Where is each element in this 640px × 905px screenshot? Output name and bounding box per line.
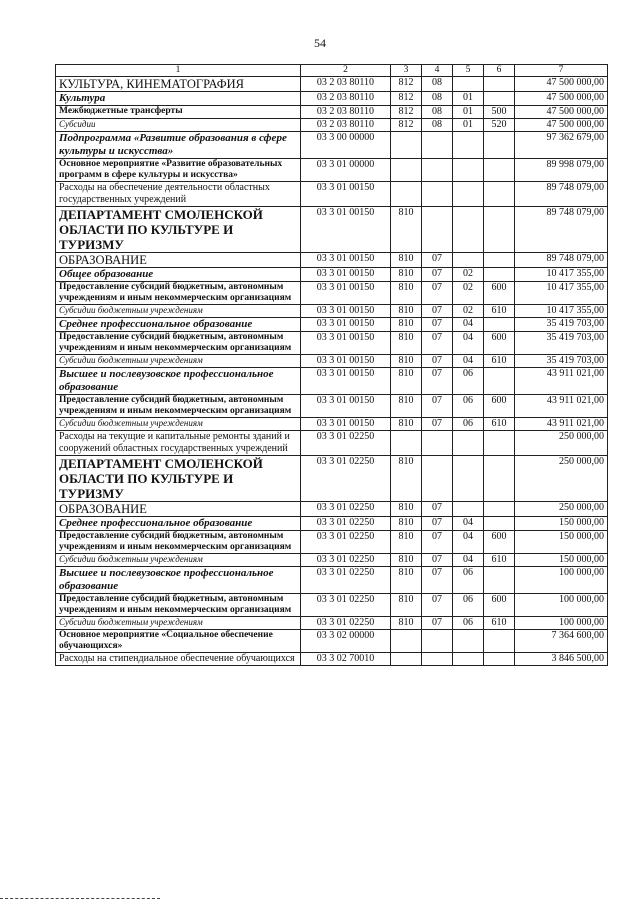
cell-name: Среднее профессиональное образование	[56, 517, 301, 531]
cell-name: Основное мероприятие «Социальное обеспечение обучающихся»	[56, 630, 301, 653]
cell-grbs: 810	[391, 418, 422, 431]
cell-pr: 06	[453, 567, 484, 594]
cell-rz: 07	[422, 502, 453, 517]
table-row	[56, 594, 608, 617]
table-row	[56, 395, 608, 418]
cell-grbs: 810	[391, 617, 422, 630]
cell-sum: 89 748 079,00	[515, 207, 608, 253]
cell-code: 03 2 03 80110	[301, 92, 391, 106]
header-cell: 4	[422, 65, 453, 77]
cell-sum: 89 748 079,00	[515, 253, 608, 268]
cell-grbs: 810	[391, 517, 422, 531]
cell-vr	[484, 630, 515, 653]
table-row	[56, 182, 608, 207]
cell-code: 03 3 02 00000	[301, 630, 391, 653]
cell-grbs: 810	[391, 207, 422, 253]
cell-vr	[484, 92, 515, 106]
table-row	[56, 418, 608, 431]
cell-code: 03 2 03 80110	[301, 119, 391, 132]
cell-vr	[484, 207, 515, 253]
cell-grbs: 810	[391, 594, 422, 617]
cell-name: Расходы на стипендиальное обеспечение обучающихся	[56, 653, 301, 666]
cell-code: 03 3 01 00150	[301, 332, 391, 355]
cell-vr: 610	[484, 554, 515, 567]
cell-rz	[422, 132, 453, 159]
cell-vr	[484, 502, 515, 517]
cell-rz: 07	[422, 368, 453, 395]
table-row	[56, 132, 608, 159]
table-row	[56, 268, 608, 282]
cell-grbs: 812	[391, 92, 422, 106]
cell-vr: 610	[484, 617, 515, 630]
cell-name: Субсидии бюджетным учреждениям	[56, 554, 301, 567]
cell-pr: 06	[453, 594, 484, 617]
table-row	[56, 554, 608, 567]
cell-name: Предоставление субсидий бюджетным, автономным учреждениям и иным некоммерческим организациям	[56, 282, 301, 305]
cell-vr: 600	[484, 594, 515, 617]
cell-pr: 01	[453, 106, 484, 119]
cell-sum: 150 000,00	[515, 554, 608, 567]
header-cell: 3	[391, 65, 422, 77]
table-row	[56, 355, 608, 368]
cell-sum: 100 000,00	[515, 594, 608, 617]
cell-code: 03 3 01 02250	[301, 594, 391, 617]
cell-code: 03 3 01 00150	[301, 305, 391, 318]
cell-rz: 07	[422, 355, 453, 368]
cell-code: 03 3 01 02250	[301, 456, 391, 502]
cell-name: ДЕПАРТАМЕНТ СМОЛЕНСКОЙ ОБЛАСТИ ПО КУЛЬТУРЕ И ТУРИЗМУ	[56, 456, 301, 502]
cell-sum: 150 000,00	[515, 517, 608, 531]
cell-pr	[453, 502, 484, 517]
cell-grbs: 810	[391, 282, 422, 305]
cell-vr	[484, 456, 515, 502]
cell-name: Субсидии бюджетным учреждениям	[56, 418, 301, 431]
cell-rz: 07	[422, 554, 453, 567]
cell-vr	[484, 517, 515, 531]
cell-pr: 04	[453, 517, 484, 531]
cell-grbs: 810	[391, 305, 422, 318]
cell-sum: 47 500 000,00	[515, 106, 608, 119]
cell-pr	[453, 431, 484, 456]
cell-vr	[484, 159, 515, 182]
table-row	[56, 567, 608, 594]
cell-vr	[484, 567, 515, 594]
cell-vr	[484, 431, 515, 456]
header-cell: 6	[484, 65, 515, 77]
cell-name: Предоставление субсидий бюджетным, автономным учреждениям и иным некоммерческим организациям	[56, 531, 301, 554]
cell-name: Культура	[56, 92, 301, 106]
table-row	[56, 456, 608, 502]
cell-vr: 500	[484, 106, 515, 119]
cell-pr: 04	[453, 554, 484, 567]
cell-name: Субсидии	[56, 119, 301, 132]
cell-pr: 02	[453, 305, 484, 318]
cell-code: 03 3 01 00150	[301, 318, 391, 332]
cell-grbs	[391, 182, 422, 207]
cell-grbs: 810	[391, 368, 422, 395]
table-row	[56, 106, 608, 119]
cell-sum: 97 362 679,00	[515, 132, 608, 159]
cell-name: Высшее и послевузовское профессиональное образование	[56, 368, 301, 395]
cell-rz: 07	[422, 305, 453, 318]
cell-sum: 43 911 021,00	[515, 395, 608, 418]
cell-sum: 7 364 600,00	[515, 630, 608, 653]
cell-grbs: 810	[391, 502, 422, 517]
cell-name: Субсидии бюджетным учреждениям	[56, 305, 301, 318]
cell-vr	[484, 77, 515, 92]
cell-vr	[484, 182, 515, 207]
cell-rz: 07	[422, 418, 453, 431]
cell-pr: 04	[453, 531, 484, 554]
cell-grbs: 812	[391, 119, 422, 132]
table-row	[56, 207, 608, 253]
cell-sum: 35 419 703,00	[515, 318, 608, 332]
cell-sum: 250 000,00	[515, 456, 608, 502]
cell-vr	[484, 132, 515, 159]
cell-rz	[422, 630, 453, 653]
cell-name: Расходы на обеспечение деятельности областных государственных учреждений	[56, 182, 301, 207]
cell-grbs: 810	[391, 554, 422, 567]
cell-name: Субсидии бюджетным учреждениям	[56, 355, 301, 368]
table-row	[56, 531, 608, 554]
cell-rz	[422, 207, 453, 253]
cell-name: Предоставление субсидий бюджетным, автономным учреждениям и иным некоммерческим организациям	[56, 332, 301, 355]
table-row	[56, 502, 608, 517]
cell-rz: 07	[422, 567, 453, 594]
header-cell: 7	[515, 65, 608, 77]
cell-name: Высшее и послевузовское профессиональное образование	[56, 567, 301, 594]
cell-code: 03 3 01 00150	[301, 207, 391, 253]
table-row	[56, 517, 608, 531]
cell-vr: 520	[484, 119, 515, 132]
cell-code: 03 3 01 02250	[301, 517, 391, 531]
cell-name: ДЕПАРТАМЕНТ СМОЛЕНСКОЙ ОБЛАСТИ ПО КУЛЬТУРЕ И ТУРИЗМУ	[56, 207, 301, 253]
cell-code: 03 3 01 00150	[301, 418, 391, 431]
cell-sum: 35 419 703,00	[515, 332, 608, 355]
cell-code: 03 3 01 00150	[301, 268, 391, 282]
cell-rz	[422, 431, 453, 456]
cell-code: 03 3 01 02250	[301, 531, 391, 554]
cell-grbs: 812	[391, 77, 422, 92]
cell-pr	[453, 182, 484, 207]
cell-name: Подпрограмма «Развитие образования в сфере культуры и искусства»	[56, 132, 301, 159]
cell-sum: 35 419 703,00	[515, 355, 608, 368]
cell-pr: 01	[453, 92, 484, 106]
header-cell: 5	[453, 65, 484, 77]
cell-name: Субсидии бюджетным учреждениям	[56, 617, 301, 630]
cell-code: 03 3 01 02250	[301, 502, 391, 517]
cell-pr: 06	[453, 617, 484, 630]
cell-code: 03 3 01 00150	[301, 282, 391, 305]
cell-name: ОБРАЗОВАНИЕ	[56, 502, 301, 517]
cell-code: 03 2 03 80110	[301, 77, 391, 92]
table-row	[56, 92, 608, 106]
table-row	[56, 368, 608, 395]
cell-code: 03 3 02 70010	[301, 653, 391, 666]
page-number: 54	[314, 36, 326, 50]
cell-name: Предоставление субсидий бюджетным, автономным учреждениям и иным некоммерческим организациям	[56, 395, 301, 418]
cell-pr: 06	[453, 395, 484, 418]
cell-vr: 600	[484, 395, 515, 418]
cell-rz	[422, 653, 453, 666]
table-row	[56, 332, 608, 355]
cell-rz: 07	[422, 268, 453, 282]
cell-pr: 02	[453, 282, 484, 305]
table-row	[56, 630, 608, 653]
cell-rz: 08	[422, 106, 453, 119]
header-cell: 2	[301, 65, 391, 77]
cell-vr	[484, 268, 515, 282]
cell-sum: 100 000,00	[515, 567, 608, 594]
cell-vr	[484, 253, 515, 268]
cell-code: 03 3 01 02250	[301, 554, 391, 567]
table-row	[56, 305, 608, 318]
cell-code: 03 3 01 00150	[301, 368, 391, 395]
cell-rz: 08	[422, 119, 453, 132]
header-cell: 1	[56, 65, 301, 77]
table-row	[56, 653, 608, 666]
cell-vr: 600	[484, 531, 515, 554]
cell-sum: 47 500 000,00	[515, 77, 608, 92]
cell-vr: 600	[484, 282, 515, 305]
cell-rz: 07	[422, 282, 453, 305]
cell-grbs: 810	[391, 355, 422, 368]
cell-grbs	[391, 630, 422, 653]
cell-sum: 10 417 355,00	[515, 305, 608, 318]
cell-sum: 47 500 000,00	[515, 92, 608, 106]
cell-vr: 610	[484, 418, 515, 431]
cell-sum: 10 417 355,00	[515, 268, 608, 282]
cell-pr	[453, 253, 484, 268]
cell-rz: 08	[422, 92, 453, 106]
cell-sum: 89 998 079,00	[515, 159, 608, 182]
cell-rz: 07	[422, 531, 453, 554]
cell-pr	[453, 207, 484, 253]
cell-name: Общее образование	[56, 268, 301, 282]
cell-code: 03 2 03 80110	[301, 106, 391, 119]
table-row	[56, 282, 608, 305]
cell-rz: 08	[422, 77, 453, 92]
cell-sum: 89 748 079,00	[515, 182, 608, 207]
cell-grbs	[391, 159, 422, 182]
cell-rz: 07	[422, 253, 453, 268]
cell-sum: 47 500 000,00	[515, 119, 608, 132]
cell-vr: 610	[484, 305, 515, 318]
cell-rz: 07	[422, 318, 453, 332]
cell-grbs	[391, 431, 422, 456]
cell-pr: 06	[453, 418, 484, 431]
cell-name: Среднее профессиональное образование	[56, 318, 301, 332]
cell-pr: 02	[453, 268, 484, 282]
table-row	[56, 617, 608, 630]
cell-rz: 07	[422, 517, 453, 531]
cell-vr	[484, 653, 515, 666]
cell-vr: 600	[484, 332, 515, 355]
cell-sum: 10 417 355,00	[515, 282, 608, 305]
cell-pr	[453, 456, 484, 502]
cell-vr: 610	[484, 355, 515, 368]
cell-grbs: 810	[391, 268, 422, 282]
cell-sum: 250 000,00	[515, 431, 608, 456]
cell-code: 03 3 01 00150	[301, 395, 391, 418]
cell-code: 03 3 01 00000	[301, 159, 391, 182]
cell-code: 03 3 00 00000	[301, 132, 391, 159]
header-row	[56, 65, 608, 77]
table-row	[56, 159, 608, 182]
cell-rz: 07	[422, 617, 453, 630]
cell-pr: 06	[453, 368, 484, 395]
cell-rz: 07	[422, 332, 453, 355]
table-body	[56, 77, 608, 666]
cell-grbs: 810	[391, 567, 422, 594]
table-row	[56, 431, 608, 456]
cell-rz	[422, 456, 453, 502]
cell-vr	[484, 368, 515, 395]
cell-name: Основное мероприятие «Развитие образовательных программ в сфере культуры и искусства»	[56, 159, 301, 182]
cell-rz: 07	[422, 395, 453, 418]
cell-name: ОБРАЗОВАНИЕ	[56, 253, 301, 268]
cell-pr: 04	[453, 318, 484, 332]
cell-pr	[453, 77, 484, 92]
cell-grbs	[391, 132, 422, 159]
cell-grbs	[391, 653, 422, 666]
cell-pr	[453, 159, 484, 182]
cell-code: 03 3 01 02250	[301, 567, 391, 594]
cell-pr: 04	[453, 355, 484, 368]
cell-grbs: 810	[391, 332, 422, 355]
table-row	[56, 318, 608, 332]
cell-sum: 43 911 021,00	[515, 418, 608, 431]
cell-rz	[422, 159, 453, 182]
table-row	[56, 119, 608, 132]
cell-grbs: 812	[391, 106, 422, 119]
cell-name: Межбюджетные трансферты	[56, 106, 301, 119]
cell-pr	[453, 132, 484, 159]
cell-sum: 250 000,00	[515, 502, 608, 517]
cell-code: 03 3 01 02250	[301, 617, 391, 630]
cell-pr: 04	[453, 332, 484, 355]
cell-vr	[484, 318, 515, 332]
cell-name: Предоставление субсидий бюджетным, автономным учреждениям и иным некоммерческим организациям	[56, 594, 301, 617]
cell-pr: 01	[453, 119, 484, 132]
cell-pr	[453, 653, 484, 666]
cell-sum: 150 000,00	[515, 531, 608, 554]
budget-table	[55, 64, 608, 666]
cell-code: 03 3 01 00150	[301, 182, 391, 207]
cell-grbs: 810	[391, 456, 422, 502]
cell-grbs: 810	[391, 253, 422, 268]
table-row	[56, 77, 608, 92]
table-row	[56, 253, 608, 268]
cell-code: 03 3 01 00150	[301, 355, 391, 368]
cell-code: 03 3 01 02250	[301, 431, 391, 456]
cell-rz	[422, 182, 453, 207]
cell-code: 03 3 01 00150	[301, 253, 391, 268]
cell-pr	[453, 630, 484, 653]
cell-sum: 43 911 021,00	[515, 368, 608, 395]
cell-grbs: 810	[391, 395, 422, 418]
footer-scan-mark	[0, 898, 160, 900]
cell-grbs: 810	[391, 531, 422, 554]
cell-rz: 07	[422, 594, 453, 617]
cell-name: КУЛЬТУРА, КИНЕМАТОГРАФИЯ	[56, 77, 301, 92]
cell-grbs: 810	[391, 318, 422, 332]
cell-sum: 3 846 500,00	[515, 653, 608, 666]
cell-name: Расходы на текущие и капитальные ремонты зданий и сооружений областных государственных учреждений	[56, 431, 301, 456]
cell-sum: 100 000,00	[515, 617, 608, 630]
